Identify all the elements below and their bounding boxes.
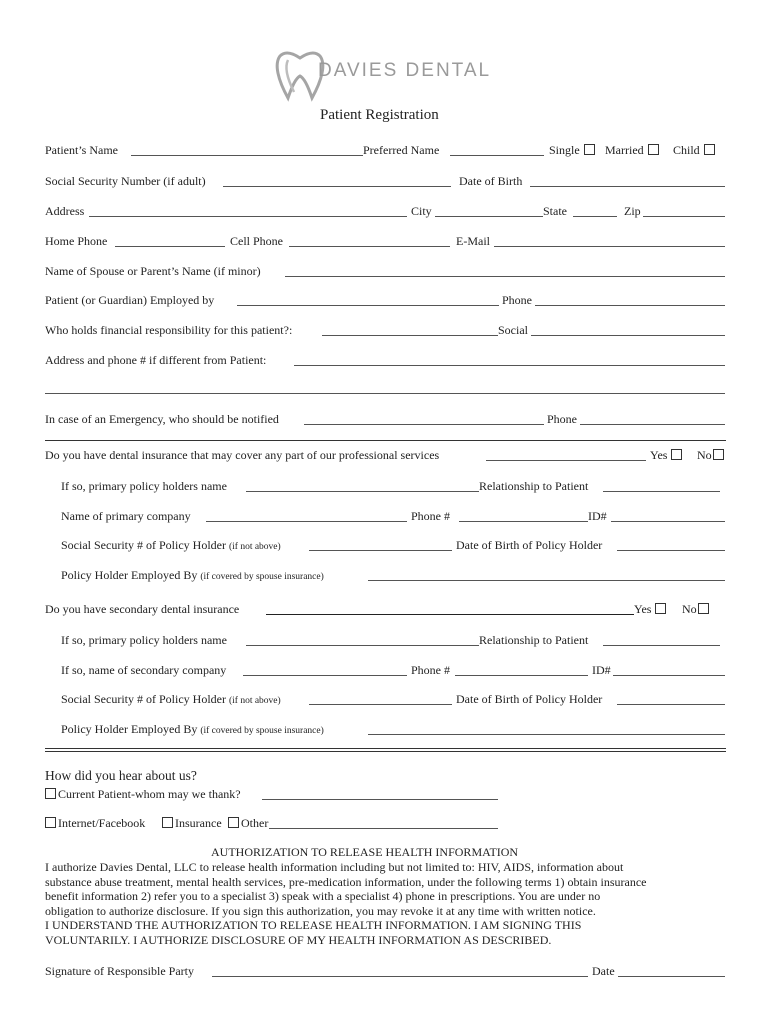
primary-ssn-row	[61, 538, 281, 554]
date-label: Date	[592, 964, 615, 978]
primary-holder-label: If so, primary policy holders name	[61, 479, 227, 493]
secondary-no-checkbox[interactable]	[698, 603, 709, 614]
secondary-holder-label: If so, primary policy holders name	[61, 633, 227, 647]
primary-employed-label: Policy Holder Employed By	[61, 568, 198, 582]
social-label: Social	[498, 323, 528, 337]
social-field[interactable]	[531, 335, 725, 336]
current-patient-checkbox[interactable]	[45, 788, 56, 799]
spouse-field[interactable]	[285, 276, 725, 277]
insurance-label: Insurance	[175, 816, 222, 830]
internet-checkbox[interactable]	[45, 817, 56, 828]
email-label: E-Mail	[456, 234, 490, 248]
primary-insurance-field[interactable]	[486, 460, 646, 461]
single-option[interactable]	[549, 143, 595, 157]
primary-employed-note: (if covered by spouse insurance)	[200, 572, 324, 582]
primary-ssn-label: Social Security # of Policy Holder	[61, 538, 226, 552]
secondary-id-field[interactable]	[613, 675, 725, 676]
secondary-relationship-label: Relationship to Patient	[479, 633, 589, 647]
secondary-insurance-field[interactable]	[266, 614, 634, 615]
child-option[interactable]	[673, 143, 715, 157]
city-label: City	[411, 204, 432, 218]
primary-holder-field[interactable]	[246, 491, 479, 492]
state-field[interactable]	[573, 216, 617, 217]
financial-field[interactable]	[322, 335, 498, 336]
secondary-no-label: No	[682, 602, 697, 616]
employed-phone-field[interactable]	[535, 305, 725, 306]
primary-yes-option[interactable]	[650, 448, 682, 462]
primary-company-field[interactable]	[206, 521, 407, 522]
authorization-line: substance abuse treatment, mental health services, pre-medication information, under the following terms 1) obtain insurance	[45, 874, 647, 889]
primary-dob-label: Date of Birth of Policy Holder	[456, 538, 603, 552]
primary-insurance-question: Do you have dental insurance that may cover any part of our professional services	[45, 448, 440, 462]
section-divider-double	[45, 748, 726, 749]
alt-address-field-2[interactable]	[45, 393, 725, 394]
married-label: Married	[605, 143, 644, 157]
primary-yes-checkbox[interactable]	[671, 449, 682, 460]
secondary-ssn-field[interactable]	[309, 704, 452, 705]
secondary-relationship-field[interactable]	[603, 645, 720, 646]
primary-employed-field[interactable]	[368, 580, 725, 581]
authorization-line: I UNDERSTAND THE AUTHORIZATION TO RELEASE HEALTH INFORMATION. I AM SIGNING THIS	[45, 918, 582, 932]
emergency-phone-field[interactable]	[580, 424, 725, 425]
primary-ssn-field[interactable]	[309, 550, 452, 551]
authorization-line: VOLUNTARILY. I AUTHORIZE DISCLOSURE OF MY HEALTH INFORMATION AS DESCRIBED.	[45, 932, 552, 947]
page-title: Patient Registration	[320, 107, 439, 123]
secondary-company-label: If so, name of secondary company	[61, 663, 227, 677]
insurance-option[interactable]	[162, 816, 222, 830]
ssn-label: Social Security Number (if adult)	[45, 174, 206, 188]
emergency-label: In case of an Emergency, who should be notified	[45, 412, 279, 426]
secondary-ssn-label: Social Security # of Policy Holder	[61, 692, 226, 706]
secondary-ssn-note: (if not above)	[228, 696, 281, 706]
address-label: Address	[45, 204, 85, 218]
spouse-label: Name of Spouse or Parent’s Name (if minor)	[45, 264, 261, 278]
secondary-dob-label: Date of Birth of Policy Holder	[456, 692, 603, 706]
primary-no-option[interactable]	[697, 448, 724, 462]
primary-ssn-note: (if not above)	[228, 542, 281, 552]
ssn-field[interactable]	[223, 186, 451, 187]
secondary-yes-checkbox[interactable]	[655, 603, 666, 614]
cell-phone-field[interactable]	[289, 246, 450, 247]
section-divider-double-2	[45, 751, 726, 752]
logo	[270, 46, 500, 106]
authorization-heading: AUTHORIZATION TO RELEASE HEALTH INFORMATION	[211, 845, 519, 859]
other-option[interactable]	[228, 816, 268, 830]
zip-field[interactable]	[643, 216, 725, 217]
brand-name: DAVIES DENTAL	[318, 60, 492, 81]
current-patient-label: Current Patient-whom may we thank?	[58, 787, 241, 801]
employed-phone-label: Phone	[502, 293, 532, 307]
child-checkbox[interactable]	[704, 144, 715, 155]
secondary-no-option[interactable]	[682, 602, 709, 616]
child-label: Child	[673, 143, 700, 157]
date-field[interactable]	[618, 976, 725, 977]
city-field[interactable]	[435, 216, 543, 217]
other-label: Other	[241, 816, 269, 830]
section-divider	[45, 440, 726, 441]
emergency-phone-label: Phone	[547, 412, 577, 426]
single-checkbox[interactable]	[584, 144, 595, 155]
current-patient-field[interactable]	[262, 799, 498, 800]
married-checkbox[interactable]	[648, 144, 659, 155]
internet-label: Internet/Facebook	[58, 816, 146, 830]
single-label: Single	[549, 143, 580, 157]
authorization-line: obligation to authorize disclosure. If you sign this authorization, you may revoke it at any time with written notice.	[45, 903, 596, 918]
other-field[interactable]	[269, 828, 498, 829]
emergency-field[interactable]	[304, 424, 544, 425]
secondary-dob-field[interactable]	[617, 704, 725, 705]
zip-label: Zip	[624, 204, 641, 218]
primary-relationship-label: Relationship to Patient	[479, 479, 589, 493]
primary-id-label: ID#	[588, 509, 607, 523]
primary-no-label: No	[697, 448, 712, 462]
secondary-employed-row	[61, 722, 324, 738]
secondary-insurance-question: Do you have secondary dental insurance	[45, 602, 240, 616]
employed-field[interactable]	[237, 305, 499, 306]
other-checkbox[interactable]	[228, 817, 239, 828]
primary-phone-field[interactable]	[459, 521, 588, 522]
dob-label: Date of Birth	[459, 174, 523, 188]
employed-label: Patient (or Guardian) Employed by	[45, 293, 215, 307]
secondary-holder-field[interactable]	[246, 645, 479, 646]
primary-dob-field[interactable]	[617, 550, 725, 551]
financial-label: Who holds financial responsibility for this patient?:	[45, 323, 293, 337]
current-patient-option[interactable]	[45, 787, 241, 801]
signature-label: Signature of Responsible Party	[45, 964, 194, 978]
alt-address-field[interactable]	[294, 365, 725, 366]
secondary-company-field[interactable]	[243, 675, 407, 676]
authorization-text	[45, 860, 735, 947]
referral-heading: How did you hear about us?	[45, 768, 197, 783]
email-field[interactable]	[494, 246, 725, 247]
married-option[interactable]	[605, 143, 659, 157]
patient-name-label: Patient’s Name	[45, 143, 118, 157]
secondary-phone-label: Phone #	[411, 663, 450, 677]
preferred-name-field[interactable]	[450, 155, 544, 156]
cell-phone-label: Cell Phone	[230, 234, 283, 248]
secondary-yes-option[interactable]	[634, 602, 666, 616]
primary-company-label: Name of primary company	[61, 509, 191, 523]
state-label: State	[543, 204, 567, 218]
primary-relationship-field[interactable]	[603, 491, 720, 492]
primary-yes-label: Yes	[650, 448, 668, 462]
home-phone-label: Home Phone	[45, 234, 108, 248]
secondary-employed-field[interactable]	[368, 734, 725, 735]
insurance-checkbox[interactable]	[162, 817, 173, 828]
secondary-employed-note: (if covered by spouse insurance)	[200, 726, 324, 736]
authorization-line: I authorize Davies Dental, LLC to release health information including but not limited to: HIV, AIDS, information about	[45, 860, 624, 874]
alt-address-label: Address and phone # if different from Patient:	[45, 353, 267, 367]
signature-field[interactable]	[212, 976, 588, 977]
authorization-line: benefit information 2) refer you to a specialist 3) speak with a specialist 4) phone in prescriptions. You are under no	[45, 889, 601, 903]
secondary-yes-label: Yes	[634, 602, 652, 616]
patient-name-field[interactable]	[131, 155, 363, 156]
primary-no-checkbox[interactable]	[713, 449, 724, 460]
primary-employed-row	[61, 568, 324, 584]
secondary-employed-label: Policy Holder Employed By	[61, 722, 198, 736]
primary-id-field[interactable]	[611, 521, 725, 522]
secondary-phone-field[interactable]	[455, 675, 588, 676]
secondary-id-label: ID#	[592, 663, 611, 677]
address-field[interactable]	[89, 216, 407, 217]
dob-field[interactable]	[530, 186, 725, 187]
home-phone-field[interactable]	[115, 246, 225, 247]
internet-option[interactable]	[45, 816, 145, 830]
primary-phone-label: Phone #	[411, 509, 450, 523]
secondary-ssn-row	[61, 692, 281, 708]
preferred-name-label: Preferred Name	[363, 143, 440, 157]
